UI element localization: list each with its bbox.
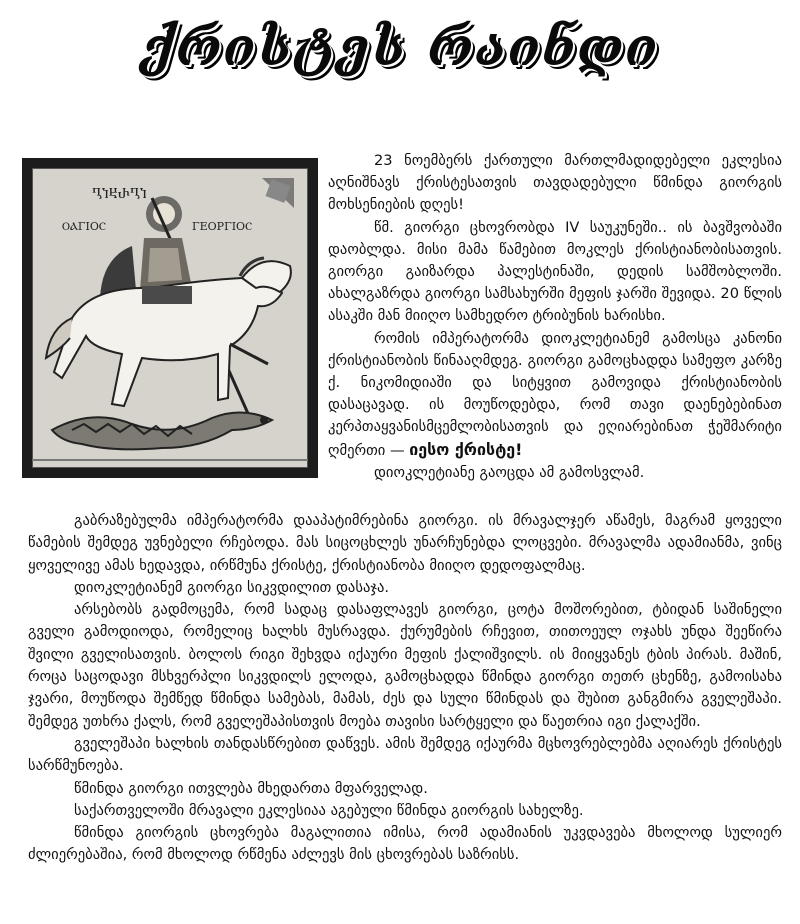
icon-painting — [32, 168, 308, 468]
intro-paragraph-1: 23 ნოემბერს ქართული მართლმადიდებელი ეკლესია აღნიშნავს ქრისტესათვის თავდადებული წმინდა გიორგის მოხსენიების დღეს! — [328, 152, 782, 214]
body-paragraph-5: წმინდა გიორგი ითვლება მხედართა მფარველად. — [74, 779, 428, 797]
saint-george-icon-image — [22, 158, 318, 478]
intro-paragraph-2: წმ. გიორგი ცხოვრობდა IV საუკუნეში.. ის ბავშვობაში დაობლდა. მისი მამა წამებით მოკლეს ქრისტიანობისათვის. გიორგი გაიზარდა პალესტინაში, დედის სამშობლოში. ახალგაზრდა გიორგი სამსახურში მეფის ჯარში შევიდა. 20 წლის ასაკში მან მიიღო სამხედრო ტრიბუნის ხარისხი. — [328, 218, 782, 325]
intro-text-column — [328, 150, 782, 484]
body-paragraph-2: დიოკლეტიანემ გიორგი სიკვდილით დასაჯა. — [74, 578, 390, 596]
body-paragraph-4: გველეშაპი ხალხის თანდასწრებით დაწვეს. ამის შემდეგ იქაურმა მცხოვრებლებმა აღიარეს ქრისტეს სარწმუნოება. — [28, 734, 782, 775]
body-paragraph-1: გაბრაზებულმა იმპერატორმა დააპატიმრებინა გიორგი. ის მრავალჯერ აწამეს, მაგრამ ყოველი წამების შემდეგ უვნებელი რჩებოდა. მას სიცოცხლეს უნარჩუნებდა ლოცვები. მრავალმა ადამიანმა, ვინც ყოველივე ამას ხედავდა, ირწმუნა ქრისტე, ქრისტიანობა მიიღო დედოფალმაც. — [28, 512, 782, 574]
body-paragraph-3: არსებობს გადმოცემა, რომ სადაც დასაფლავეს გიორგი, ცოტა მოშორებით, ტბიდან საშინელი გველი გამოდიოდა, რომელიც ხალხს მუსრავდა. ქურუმების რჩევით, თითოეულ ოჯახს უნდა შეეწირა შვილი გველისათვის. ბოლოს რიგი შეხვდა იქაური მეფის ქალიშვილს. ის მიიყვანეს ტბის პირას. მაშინ, როცა საცოდავი მსხვერპლი სიკვდილს ელოდა, გამოცხადდა წმინდა გიორგი თეთრ ცხენზე, გამოისახა ჯვარი, მოუწოდა შემწედ წმინდა სამებას, მამას, ძეს და სული წმინდას და შუბით განგმირა გველეშაპი. შემდეგ უთხრა ქალს, რომ გველეშაპისთვის მოება თავისი სარტყელი და წაეთრია იგი ქალაქში. — [28, 601, 782, 730]
intro-paragraph-3-text: რომის იმპერატორმა დიოკლეტიანემ გამოსცა კანონი ქრისტიანობის წინააღმდეგ. გიორგი გამოცხადდა სამეფო კარზე ქ. ნიკომიდიაში და სიტყვით გამოვიდა ქრისტიანობის დასაცავად. ის მოუწოდებდა, რომ თავი დაენებებინათ კერპთაყვანისმცემლობისათვის და ეღიარებინათ ჭეშმარიტი ღმერთი — — [328, 329, 782, 459]
jesus-christ-emphasis: იესო ქრისტე! — [409, 439, 523, 459]
intro-paragraph-4: დიოკლეტიანე გაოცდა ამ გამოსვლამ. — [374, 463, 645, 481]
page-title: ქრისტეს რაინდი — [140, 17, 660, 78]
body-paragraph-6: საქართველოში მრავალი ეკლესიაა აგებული წმინდა გიორგის სახელზე. — [74, 801, 584, 819]
icon-top-inscription: ႢႨႾႰႢႨ — [92, 187, 147, 201]
body-text — [28, 510, 782, 867]
icon-right-inscription: ΓΕΟΡΓΙΟⲤ — [192, 220, 253, 233]
body-paragraph-7: წმინდა გიორგის ცხოვრება მაგალითია იმისა, რომ ადამიანის უკვდავება მხოლოდ სულიერ ძლიერებაშია, რომ მხოლოდ რწმენა აძლევს მის ცხოვრებას საზრისს. — [28, 824, 782, 864]
saint-george-dragon-picture — [32, 168, 308, 468]
icon-left-inscription: ⲞⲀΓΙΟⲤ — [62, 220, 106, 233]
intro-paragraph-3 — [328, 328, 782, 462]
